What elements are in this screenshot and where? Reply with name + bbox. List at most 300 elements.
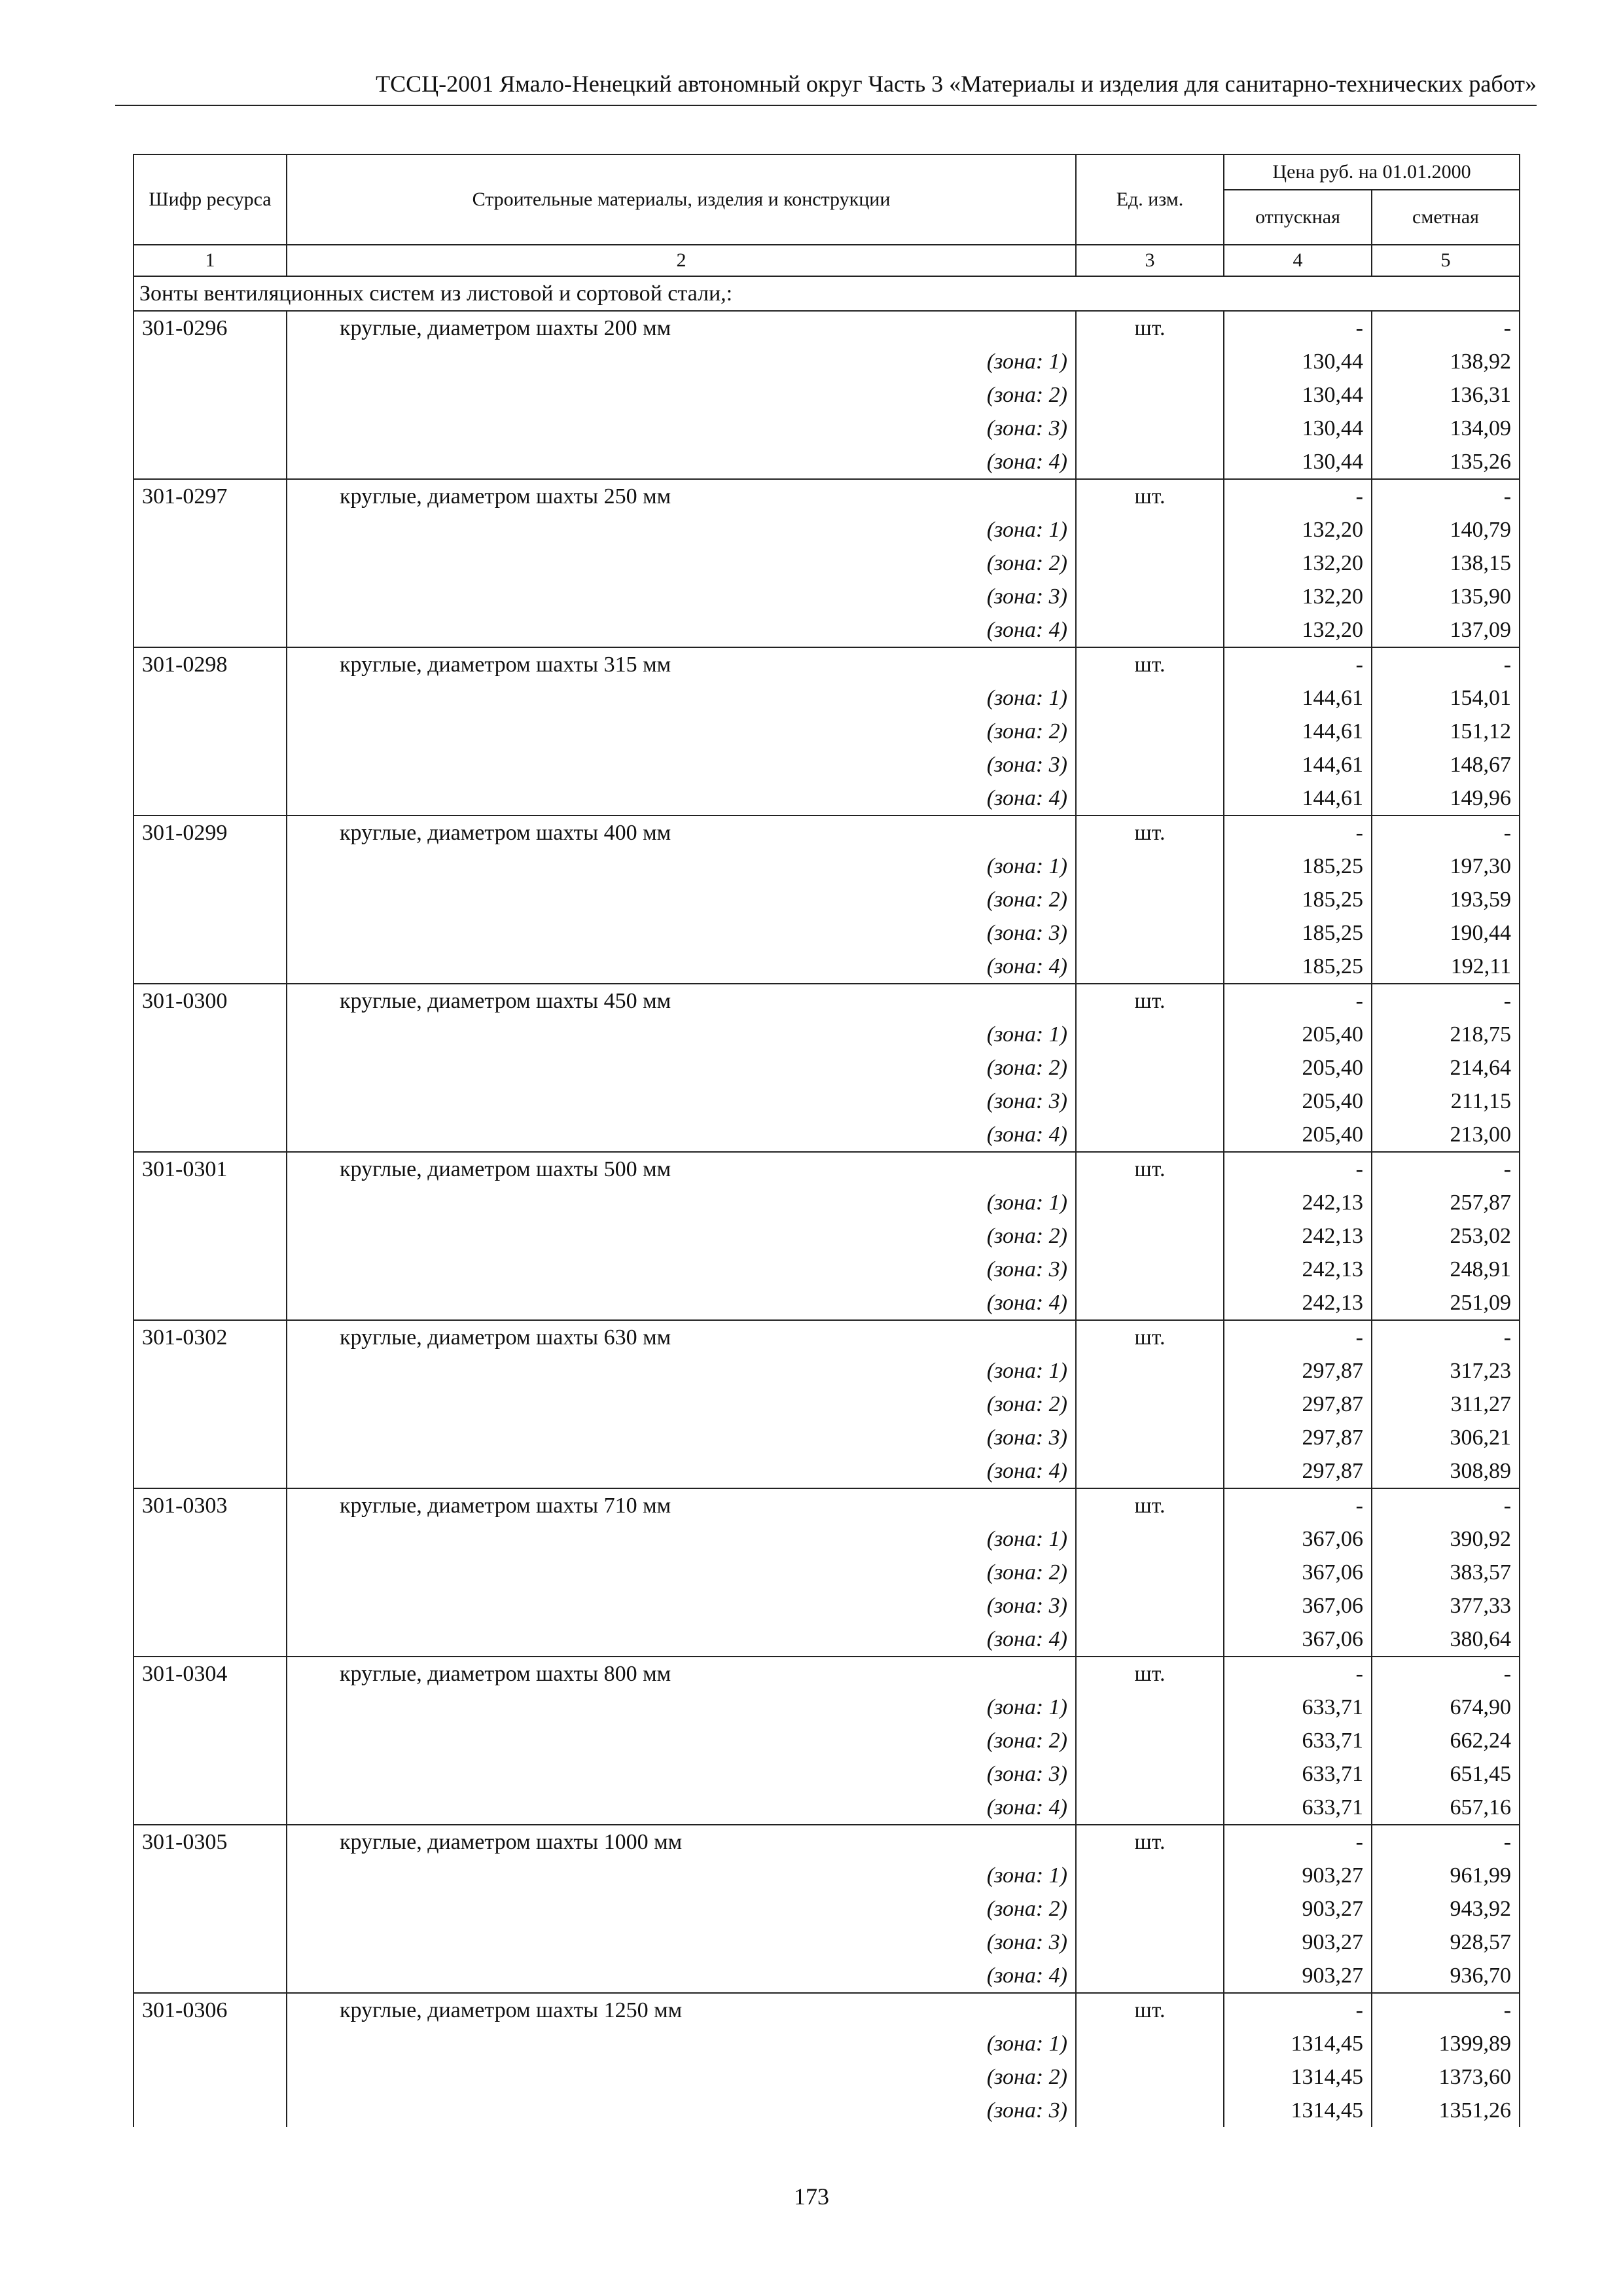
zone-label: (зона: 3) (287, 1085, 1076, 1118)
release-price-cell: 297,87 (1224, 1421, 1372, 1454)
material-name: круглые, диаметром шахты 710 мм (287, 1488, 1076, 1522)
empty-cell (1076, 1859, 1224, 1892)
estimate-price-cell: - (1372, 1320, 1520, 1354)
empty-cell (134, 950, 287, 984)
release-price-cell: 367,06 (1224, 1522, 1372, 1556)
release-price-cell: 903,27 (1224, 1926, 1372, 1959)
empty-cell (134, 1791, 287, 1825)
estimate-price-cell: 674,90 (1372, 1691, 1520, 1724)
page-number: 173 (794, 2183, 829, 2210)
estimate-price-cell: - (1372, 1488, 1520, 1522)
estimate-price-cell: 928,57 (1372, 1926, 1520, 1959)
unit-cell: шт. (1076, 1993, 1224, 2027)
empty-cell (134, 1623, 287, 1657)
document-header-title: ТССЦ-2001 Ямало-Ненецкий автономный округ Часть 3 «Материалы и изделия для санитарно-технических работ» (376, 71, 1537, 97)
table-header (134, 154, 1520, 276)
empty-cell (134, 1118, 287, 1152)
material-name: круглые, диаметром шахты 200 мм (287, 311, 1076, 345)
material-name: круглые, диаметром шахты 250 мм (287, 479, 1076, 513)
empty-cell (1076, 1757, 1224, 1791)
estimate-price-cell: 213,00 (1372, 1118, 1520, 1152)
material-name: круглые, диаметром шахты 500 мм (287, 1152, 1076, 1186)
empty-cell (1076, 613, 1224, 647)
release-price-cell: - (1224, 1488, 1372, 1522)
empty-cell (1076, 1589, 1224, 1623)
release-price-cell: - (1224, 1152, 1372, 1186)
zone-row (134, 1253, 1520, 1286)
empty-cell (134, 345, 287, 378)
zone-row (134, 748, 1520, 781)
release-price-cell: - (1224, 311, 1372, 345)
release-price-cell: 367,06 (1224, 1589, 1372, 1623)
zone-row (134, 2027, 1520, 2060)
table-row (134, 311, 1520, 345)
release-price-cell: 130,44 (1224, 378, 1372, 412)
estimate-price-cell: 308,89 (1372, 1454, 1520, 1488)
empty-cell (134, 1388, 287, 1421)
empty-cell (134, 1522, 287, 1556)
empty-cell (134, 2027, 287, 2060)
empty-cell (134, 613, 287, 647)
empty-cell (134, 412, 287, 445)
resource-code: 301-0296 (134, 311, 287, 345)
release-price-cell: 1314,45 (1224, 2027, 1372, 2060)
release-price-cell: 185,25 (1224, 950, 1372, 984)
unit-cell: шт. (1076, 1825, 1224, 1859)
empty-cell (134, 681, 287, 715)
zone-row (134, 883, 1520, 916)
empty-cell (1076, 1791, 1224, 1825)
release-price-cell: 130,44 (1224, 445, 1372, 479)
estimate-price-cell: 377,33 (1372, 1589, 1520, 1623)
empty-cell (1076, 1253, 1224, 1286)
release-price-cell: 633,71 (1224, 1691, 1372, 1724)
zone-row (134, 1522, 1520, 1556)
release-price-cell: 144,61 (1224, 781, 1372, 816)
empty-cell (1076, 1051, 1224, 1085)
column-header-unit: Ед. изм. (1076, 154, 1224, 245)
empty-cell (1076, 1421, 1224, 1454)
estimate-price-cell: 257,87 (1372, 1186, 1520, 1219)
estimate-price-cell: 138,92 (1372, 345, 1520, 378)
zone-row (134, 1085, 1520, 1118)
empty-cell (1076, 1556, 1224, 1589)
zone-label: (зона: 2) (287, 1556, 1076, 1589)
empty-cell (134, 580, 287, 613)
group-title-row (134, 276, 1520, 311)
empty-cell (1076, 1186, 1224, 1219)
zone-label: (зона: 3) (287, 916, 1076, 950)
release-price-cell: 367,06 (1224, 1623, 1372, 1657)
release-price-cell: 144,61 (1224, 681, 1372, 715)
empty-cell (134, 378, 287, 412)
zone-label: (зона: 4) (287, 1623, 1076, 1657)
release-price-cell: - (1224, 479, 1372, 513)
estimate-price-cell: 211,15 (1372, 1085, 1520, 1118)
estimate-price-cell: 136,31 (1372, 378, 1520, 412)
material-name: круглые, диаметром шахты 1250 мм (287, 1993, 1076, 2027)
column-header-code: Шифр ресурса (134, 154, 287, 245)
release-price-cell: 132,20 (1224, 613, 1372, 647)
zone-label: (зона: 2) (287, 378, 1076, 412)
header-divider (115, 105, 1537, 106)
empty-cell (1076, 1892, 1224, 1926)
resource-code: 301-0297 (134, 479, 287, 513)
estimate-price-cell: 390,92 (1372, 1522, 1520, 1556)
empty-cell (1076, 1085, 1224, 1118)
empty-cell (1076, 1691, 1224, 1724)
estimate-price-cell: 193,59 (1372, 883, 1520, 916)
release-price-cell: 1314,45 (1224, 2094, 1372, 2127)
zone-label: (зона: 1) (287, 850, 1076, 883)
empty-cell (134, 748, 287, 781)
unit-cell: шт. (1076, 1657, 1224, 1691)
empty-cell (134, 715, 287, 748)
zone-row (134, 547, 1520, 580)
resource-code: 301-0305 (134, 1825, 287, 1859)
zone-label: (зона: 3) (287, 412, 1076, 445)
estimate-price-cell: - (1372, 984, 1520, 1018)
empty-cell (1076, 2094, 1224, 2127)
estimate-price-cell: 190,44 (1372, 916, 1520, 950)
estimate-price-cell: 148,67 (1372, 748, 1520, 781)
release-price-cell: 242,13 (1224, 1219, 1372, 1253)
estimate-price-cell: 657,16 (1372, 1791, 1520, 1825)
zone-row (134, 1388, 1520, 1421)
zone-label: (зона: 1) (287, 1018, 1076, 1051)
zone-label: (зона: 1) (287, 681, 1076, 715)
estimate-price-cell: 192,11 (1372, 950, 1520, 984)
release-price-cell: 903,27 (1224, 1859, 1372, 1892)
empty-cell (134, 781, 287, 816)
resource-code: 301-0298 (134, 647, 287, 681)
estimate-price-cell: - (1372, 1657, 1520, 1691)
zone-row (134, 345, 1520, 378)
zone-row (134, 850, 1520, 883)
estimate-price-cell: 1351,26 (1372, 2094, 1520, 2127)
zone-label: (зона: 2) (287, 1051, 1076, 1085)
empty-cell (1076, 1926, 1224, 1959)
estimate-price-cell: - (1372, 647, 1520, 681)
empty-cell (1076, 513, 1224, 547)
resource-code: 301-0302 (134, 1320, 287, 1354)
column-number: 3 (1076, 245, 1224, 276)
table-row (134, 1152, 1520, 1186)
zone-row (134, 445, 1520, 479)
zone-row (134, 2060, 1520, 2094)
release-price-cell: - (1224, 984, 1372, 1018)
zone-label: (зона: 1) (287, 2027, 1076, 2060)
estimate-price-cell: 214,64 (1372, 1051, 1520, 1085)
empty-cell (1076, 1018, 1224, 1051)
empty-cell (1076, 748, 1224, 781)
release-price-cell: 130,44 (1224, 345, 1372, 378)
zone-label: (зона: 3) (287, 748, 1076, 781)
table-row (134, 1825, 1520, 1859)
release-price-cell: 297,87 (1224, 1454, 1372, 1488)
release-price-cell: 205,40 (1224, 1018, 1372, 1051)
zone-label: (зона: 4) (287, 445, 1076, 479)
release-price-cell: 633,71 (1224, 1791, 1372, 1825)
zone-label: (зона: 3) (287, 2094, 1076, 2127)
empty-cell (134, 1589, 287, 1623)
estimate-price-cell: 197,30 (1372, 850, 1520, 883)
material-name: круглые, диаметром шахты 315 мм (287, 647, 1076, 681)
release-price-cell: 132,20 (1224, 513, 1372, 547)
zone-label: (зона: 1) (287, 513, 1076, 547)
zone-label: (зона: 3) (287, 1421, 1076, 1454)
release-price-cell: 185,25 (1224, 916, 1372, 950)
release-price-cell: - (1224, 816, 1372, 850)
zone-row (134, 1354, 1520, 1388)
zone-row (134, 1454, 1520, 1488)
column-header-name: Строительные материалы, изделия и конструкции (287, 154, 1076, 245)
group-title: Зонты вентиляционных систем из листовой и сортовой стали,: (134, 276, 1520, 311)
release-price-cell: 144,61 (1224, 748, 1372, 781)
empty-cell (1076, 1959, 1224, 1993)
column-number: 4 (1224, 245, 1372, 276)
estimate-price-cell: 134,09 (1372, 412, 1520, 445)
zone-label: (зона: 4) (287, 950, 1076, 984)
zone-row (134, 2094, 1520, 2127)
estimate-price-cell: 253,02 (1372, 1219, 1520, 1253)
resource-code: 301-0301 (134, 1152, 287, 1186)
empty-cell (1076, 1522, 1224, 1556)
estimate-price-cell: 149,96 (1372, 781, 1520, 816)
estimate-price-cell: 380,64 (1372, 1623, 1520, 1657)
resource-code: 301-0304 (134, 1657, 287, 1691)
zone-row (134, 1757, 1520, 1791)
zone-row (134, 715, 1520, 748)
zone-label: (зона: 4) (287, 1791, 1076, 1825)
zone-label: (зона: 1) (287, 1691, 1076, 1724)
zone-label: (зона: 3) (287, 1757, 1076, 1791)
empty-cell (134, 1959, 287, 1993)
empty-cell (1076, 950, 1224, 984)
zone-label: (зона: 1) (287, 1354, 1076, 1388)
empty-cell (1076, 412, 1224, 445)
zone-row (134, 1118, 1520, 1152)
estimate-price-cell: 154,01 (1372, 681, 1520, 715)
zone-row (134, 580, 1520, 613)
empty-cell (134, 1454, 287, 1488)
material-name: круглые, диаметром шахты 630 мм (287, 1320, 1076, 1354)
column-header-price-group: Цена руб. на 01.01.2000 (1224, 154, 1520, 190)
empty-cell (1076, 1219, 1224, 1253)
zone-row (134, 916, 1520, 950)
zone-label: (зона: 3) (287, 580, 1076, 613)
unit-cell: шт. (1076, 311, 1224, 345)
estimate-price-cell: - (1372, 479, 1520, 513)
zone-label: (зона: 3) (287, 1253, 1076, 1286)
zone-row (134, 781, 1520, 816)
zone-row (134, 1926, 1520, 1959)
zone-label: (зона: 2) (287, 1388, 1076, 1421)
estimate-price-cell: 961,99 (1372, 1859, 1520, 1892)
table-row (134, 1320, 1520, 1354)
zone-row (134, 1219, 1520, 1253)
estimate-price-cell: - (1372, 1825, 1520, 1859)
price-table (133, 154, 1520, 2127)
empty-cell (134, 1556, 287, 1589)
empty-cell (1076, 378, 1224, 412)
empty-cell (134, 883, 287, 916)
zone-row (134, 1892, 1520, 1926)
unit-cell: шт. (1076, 1488, 1224, 1522)
zone-label: (зона: 1) (287, 345, 1076, 378)
zone-label: (зона: 4) (287, 1286, 1076, 1320)
estimate-price-cell: - (1372, 311, 1520, 345)
empty-cell (134, 1926, 287, 1959)
estimate-price-cell: 138,15 (1372, 547, 1520, 580)
release-price-cell: 367,06 (1224, 1556, 1372, 1589)
empty-cell (1076, 1388, 1224, 1421)
unit-cell: шт. (1076, 984, 1224, 1018)
table-row (134, 1993, 1520, 2027)
zone-label: (зона: 2) (287, 2060, 1076, 2094)
zone-row (134, 1859, 1520, 1892)
estimate-price-cell: 135,90 (1372, 580, 1520, 613)
estimate-price-cell: - (1372, 1993, 1520, 2027)
resource-code: 301-0300 (134, 984, 287, 1018)
zone-label: (зона: 1) (287, 1186, 1076, 1219)
estimate-price-cell: 317,23 (1372, 1354, 1520, 1388)
empty-cell (134, 916, 287, 950)
empty-cell (134, 1757, 287, 1791)
release-price-cell: 297,87 (1224, 1388, 1372, 1421)
zone-row (134, 412, 1520, 445)
empty-cell (134, 2094, 287, 2127)
empty-cell (1076, 681, 1224, 715)
zone-row (134, 1791, 1520, 1825)
release-price-cell: 297,87 (1224, 1354, 1372, 1388)
release-price-cell: 185,25 (1224, 883, 1372, 916)
zone-label: (зона: 2) (287, 883, 1076, 916)
empty-cell (1076, 1354, 1224, 1388)
release-price-cell: - (1224, 1993, 1372, 2027)
empty-cell (134, 850, 287, 883)
estimate-price-cell: 651,45 (1372, 1757, 1520, 1791)
empty-cell (134, 2060, 287, 2094)
zone-label: (зона: 3) (287, 1589, 1076, 1623)
empty-cell (134, 1186, 287, 1219)
zone-row (134, 1623, 1520, 1657)
zone-label: (зона: 1) (287, 1859, 1076, 1892)
release-price-cell: 633,71 (1224, 1724, 1372, 1757)
empty-cell (1076, 916, 1224, 950)
estimate-price-cell: 218,75 (1372, 1018, 1520, 1051)
estimate-price-cell: 248,91 (1372, 1253, 1520, 1286)
zone-label: (зона: 2) (287, 1892, 1076, 1926)
table-row (134, 647, 1520, 681)
empty-cell (1076, 1118, 1224, 1152)
empty-cell (1076, 445, 1224, 479)
release-price-cell: 132,20 (1224, 580, 1372, 613)
empty-cell (134, 547, 287, 580)
empty-cell (134, 1724, 287, 1757)
zone-row (134, 1959, 1520, 1993)
column-header-estimate-price: сметная (1372, 190, 1520, 245)
unit-cell: шт. (1076, 1152, 1224, 1186)
zone-label: (зона: 2) (287, 1724, 1076, 1757)
empty-cell (134, 1421, 287, 1454)
column-number: 2 (287, 245, 1076, 276)
release-price-cell: 633,71 (1224, 1757, 1372, 1791)
zone-row (134, 1421, 1520, 1454)
release-price-cell: - (1224, 1657, 1372, 1691)
estimate-price-cell: 662,24 (1372, 1724, 1520, 1757)
column-number: 5 (1372, 245, 1520, 276)
zone-row (134, 1724, 1520, 1757)
estimate-price-cell: 311,27 (1372, 1388, 1520, 1421)
empty-cell (134, 1859, 287, 1892)
empty-cell (1076, 345, 1224, 378)
release-price-cell: 185,25 (1224, 850, 1372, 883)
release-price-cell: 903,27 (1224, 1959, 1372, 1993)
zone-label: (зона: 4) (287, 613, 1076, 647)
estimate-price-cell: 135,26 (1372, 445, 1520, 479)
empty-cell (1076, 1623, 1224, 1657)
zone-label: (зона: 4) (287, 1454, 1076, 1488)
estimate-price-cell: 306,21 (1372, 1421, 1520, 1454)
unit-cell: шт. (1076, 1320, 1224, 1354)
empty-cell (134, 513, 287, 547)
column-header-release-price: отпускная (1224, 190, 1372, 245)
empty-cell (134, 1892, 287, 1926)
release-price-cell: 1314,45 (1224, 2060, 1372, 2094)
zone-row (134, 613, 1520, 647)
release-price-cell: 242,13 (1224, 1286, 1372, 1320)
release-price-cell: 132,20 (1224, 547, 1372, 580)
empty-cell (1076, 1454, 1224, 1488)
release-price-cell: - (1224, 1320, 1372, 1354)
estimate-price-cell: 943,92 (1372, 1892, 1520, 1926)
empty-cell (134, 1051, 287, 1085)
estimate-price-cell: 251,09 (1372, 1286, 1520, 1320)
zone-row (134, 1286, 1520, 1320)
empty-cell (1076, 580, 1224, 613)
zone-row (134, 1186, 1520, 1219)
estimate-price-cell: 936,70 (1372, 1959, 1520, 1993)
release-price-cell: 205,40 (1224, 1051, 1372, 1085)
empty-cell (134, 1286, 287, 1320)
empty-cell (1076, 2060, 1224, 2094)
estimate-price-cell: 1399,89 (1372, 2027, 1520, 2060)
empty-cell (1076, 781, 1224, 816)
zone-label: (зона: 2) (287, 1219, 1076, 1253)
zone-row (134, 950, 1520, 984)
zone-label: (зона: 2) (287, 715, 1076, 748)
release-price-cell: 144,61 (1224, 715, 1372, 748)
zone-row (134, 1556, 1520, 1589)
estimate-price-cell: 383,57 (1372, 1556, 1520, 1589)
empty-cell (134, 1354, 287, 1388)
release-price-cell: - (1224, 1825, 1372, 1859)
release-price-cell: 242,13 (1224, 1253, 1372, 1286)
estimate-price-cell: 151,12 (1372, 715, 1520, 748)
empty-cell (1076, 1286, 1224, 1320)
table-row (134, 984, 1520, 1018)
release-price-cell: - (1224, 647, 1372, 681)
empty-cell (1076, 1724, 1224, 1757)
empty-cell (134, 1018, 287, 1051)
estimate-price-cell: - (1372, 1152, 1520, 1186)
material-name: круглые, диаметром шахты 800 мм (287, 1657, 1076, 1691)
table-body (134, 276, 1520, 2127)
empty-cell (134, 1085, 287, 1118)
zone-label: (зона: 4) (287, 1959, 1076, 1993)
table-row (134, 1488, 1520, 1522)
